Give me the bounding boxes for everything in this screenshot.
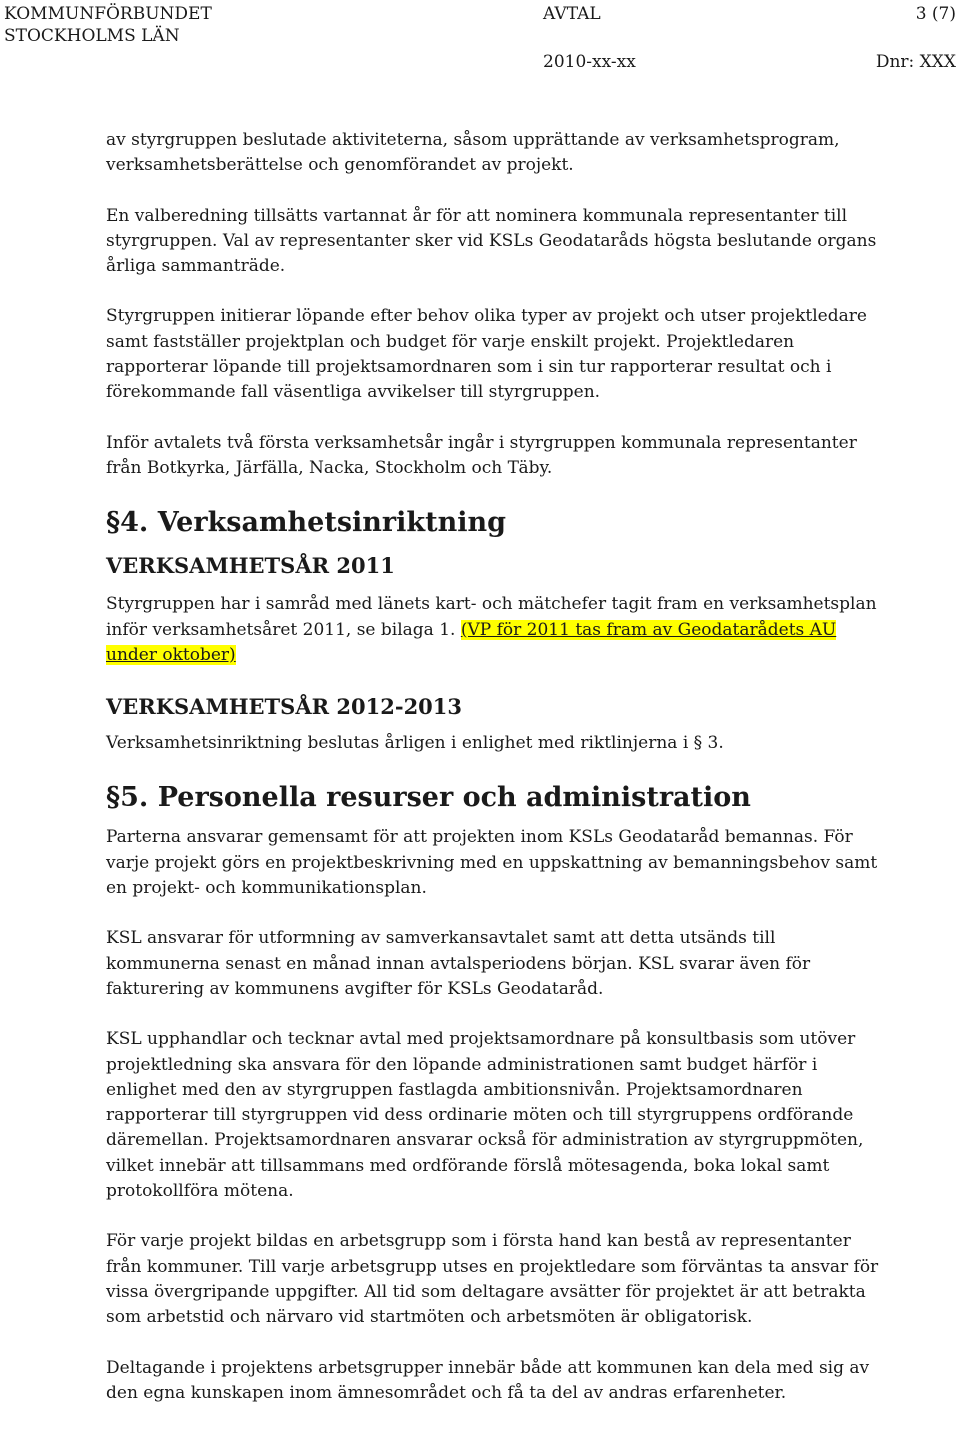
paragraph-project-coordinator: KSL upphandlar och tecknar avtal med projektsamordnare på konsultbasis som utöver projektledning ska ansvara för den löpande administrationen samt budget härför i enlighet med den av styrgruppen fastlagda ambitionsnivån. Projektsamordnaren rapporterar till styrgruppen vid dess ordinarie möten och till styrgruppens ordförande däremellan. Projektsamordnaren ansvarar också för administration av styrgruppmöten, vilket innebär att tillsammans med ordförande förslå mötesagenda, boka lokal samt protokollföra mötena. <box>106 1029 864 1202</box>
highlighted-note: (VP för 2011 tas fram av Geodatarådets AU under oktober) <box>106 619 837 665</box>
paragraph-staffing: Parterna ansvarar gemensamt för att projekten inom KSLs Geodataråd bemannas. För varje projekt görs en projektbeskrivning med en uppskattning av bemanningsbehov samt en projekt- och kommunikationsplan. <box>106 827 878 899</box>
page-number: 3 (7) <box>915 4 956 24</box>
section-5-heading: §5. Personella resurser och administration <box>106 782 751 814</box>
org-name-line2: STOCKHOLMS LÄN <box>4 26 180 46</box>
paragraph-working-group: För varje projekt bildas en arbetsgrupp som i första hand kan bestå av representanter från kommuner. Till varje arbetsgrupp utses en projektledare som förväntas ta ansvar för vissa övergripande uppgifter. All tid som deltagare avsätter för projektet är att betrakta som arbetstid och närvaro vid startmöten och arbetsmöten är obligatorisk. <box>106 1231 879 1328</box>
document-body <box>106 128 886 1431</box>
paragraph-2012-2013: Verksamhetsinriktning beslutas årligen i enlighet med riktlinjerna i § 3. <box>106 733 724 754</box>
document-date: 2010-xx-xx <box>543 52 636 72</box>
subheading-2012-2013: VERKSAMHETSÅR 2012-2013 <box>106 694 463 720</box>
paragraph-2011-plan <box>106 592 886 668</box>
registration-number: Dnr: XXX <box>875 52 956 72</box>
paragraph-nomination-committee: En valberedning tillsätts vartannat år för att nominera kommunala representanter till styrgruppen. Val av representanter sker vid KSLs Geodataråds högsta beslutande organs årliga sammanträde. <box>106 205 877 277</box>
paragraph-project-initiation: Styrgruppen initierar löpande efter behov olika typer av projekt och utser projektledare samt fastställer projektplan och budget för varje enskilt projekt. Projektledaren rapporterar löpande till projektsamordnaren som i sin tur rapporterar resultat och i förekommande fall väsentliga avvikelser till styrgruppen. <box>106 306 867 403</box>
paragraph-initial-representatives: Inför avtalets två första verksamhetsår ingår i styrgruppen kommunala representanter från Botkyrka, Järfälla, Nacka, Stockholm och Täby. <box>106 432 857 478</box>
page-header <box>0 0 960 80</box>
subheading-2011: VERKSAMHETSÅR 2011 <box>106 553 395 579</box>
section-4-heading: §4. Verksamhetsinriktning <box>106 507 506 539</box>
plan-text: Styrgruppen har i samråd med länets kart- och mätchefer tagit fram en verksamhetsplan inför verksamhetsåret 2011, se bilaga 1. <box>106 594 877 640</box>
document-type: AVTAL <box>543 4 601 24</box>
org-name-line1: KOMMUNFÖRBUNDET <box>4 4 212 24</box>
paragraph-participation: Deltagande i projektens arbetsgrupper innebär både att kommunen kan dela med sig av den egna kunskapen inom ämnesområdet och få ta del av andras erfarenheter. <box>106 1357 870 1403</box>
paragraph-ksl-responsibility: KSL ansvarar för utformning av samverkansavtalet samt att detta utsänds till kommunerna senast en månad innan avtalsperiodens början. KSL svarar även för fakturering av kommunens avgifter för KSLs Geodataråd. <box>106 928 811 999</box>
paragraph-steering-activities: av styrgruppen beslutade aktiviteterna, såsom upprättande av verksamhetsprogram, verksamhetsberättelse och genomförandet av projekt. <box>106 130 840 176</box>
